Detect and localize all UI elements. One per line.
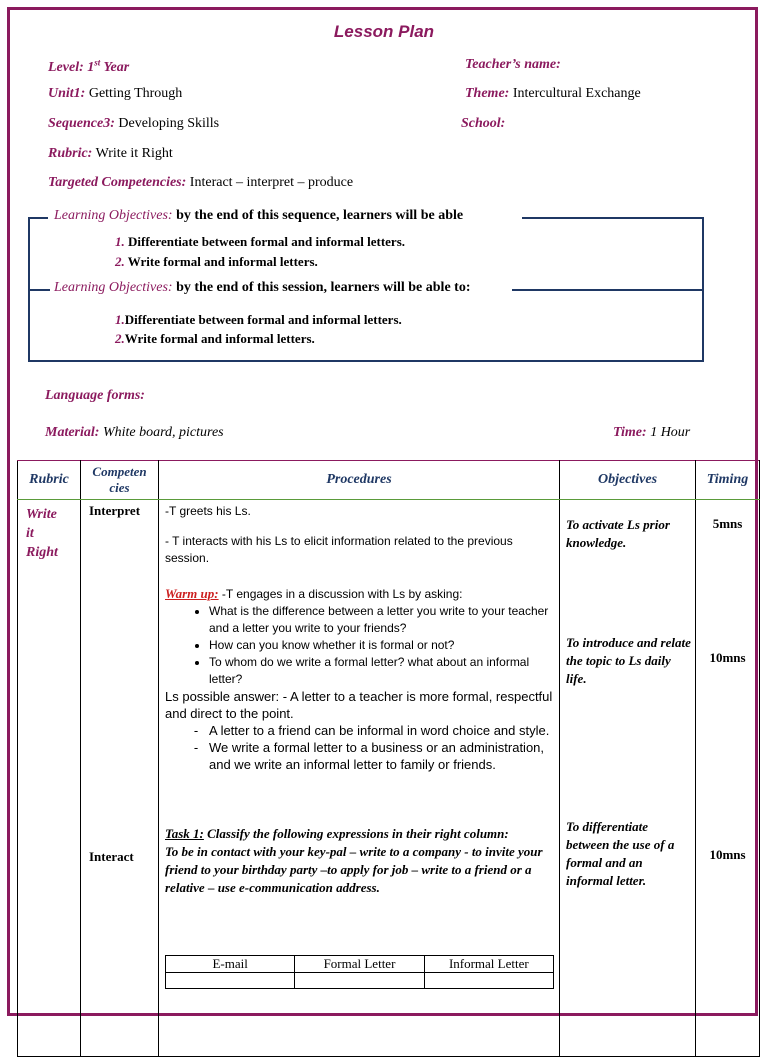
school-field: School: [461, 116, 506, 131]
time-field: Time: 1 Hour [613, 425, 691, 440]
column-formal: Formal Letter [295, 956, 424, 973]
procedure-elicit: - T interacts with his Ls to elicit information related to the previous session. [165, 534, 513, 565]
session-line-left [28, 289, 50, 291]
sequence-field: Sequence3: Developing Skills [48, 116, 220, 131]
session-objective-2: 2.Write formal and informal letters. [115, 331, 315, 346]
page-title: Lesson Plan [333, 22, 435, 41]
answer-list [165, 722, 553, 773]
task-1: Task 1: Classify the following expressions in their right column: To be in contact with your key-pal – write to a company - to invite your friend to your birthday party –to apply for job – write to a friend or a relative – use e-communication address. [165, 825, 555, 897]
procedure-warmup: Warm up: -T engages in a discussion with Ls by asking: • What is the difference between a letter you write to your teacher and a letter you write to your friends? • How can you know whether it is formal or not? • To whom do we write a formal letter? what about an informal letter? Ls possible answer: - A letter to a teacher is more formal, respectful and direct to the point. - A letter to a friend can be informal in word choice and style. - We write a formal letter to a business or an administration, and we write an informal letter to family or friends. [165, 585, 553, 773]
header-procedures: Procedures [159, 461, 560, 500]
question-item: • What is the difference between a letter you write to your teacher and a letter you write to your friends? [209, 603, 553, 637]
question-item: • To whom do we write a formal letter? what about an informal letter? [209, 654, 553, 688]
material-field: Material: White board, pictures [45, 425, 224, 440]
session-line-right [512, 289, 704, 291]
answer-intro: Ls possible answer: - A letter to a teacher is more formal, respectful and direct to the point. [165, 689, 553, 721]
task-expressions: To be in contact with your key-pal – write to a company - to invite your friend to your birthday party –to apply for job – write to a friend or a relative – use e-communication address. [165, 844, 543, 895]
header-objectives: Objectives [560, 461, 696, 500]
rubric-text: Write it Right [26, 507, 58, 560]
column-informal: Informal Letter [424, 956, 553, 973]
teacher-name-field: Teacher’s name: [465, 57, 561, 72]
timing-cell [696, 500, 760, 1057]
empty-cell [166, 973, 295, 989]
procedure-greeting: -T greets his Ls. [165, 504, 251, 518]
classification-table [165, 955, 554, 989]
objective-differentiate: To differentiate between the use of a formal and an informal letter. [566, 819, 675, 888]
rubric-cell [18, 500, 81, 1057]
answer-item: - We write a formal letter to a business or an administration, and we write an informal letter to family or friends. [209, 739, 553, 773]
empty-cell [424, 973, 553, 989]
level-field: Level: 1st Year [48, 57, 130, 75]
warmup-questions [165, 603, 553, 688]
objectives-top-line-left [28, 217, 48, 219]
procedures-table [17, 460, 760, 1057]
timing-2: 10mns [709, 650, 746, 665]
header-timing: Timing [696, 461, 760, 500]
unit-field: Unit1: Getting Through [48, 86, 183, 101]
sequence-objective-1: 1. Differentiate between formal and informal letters. [115, 234, 406, 249]
timing-3: 10mns [709, 847, 746, 862]
competencies-field: Targeted Competencies: Interact – interpret – produce [48, 175, 354, 190]
sequence-objectives-heading: Learning Objectives: by the end of this sequence, learners will be able [50, 208, 467, 224]
header-competencies: Competen cies [81, 461, 159, 500]
competency-interact: Interact [89, 849, 134, 864]
language-forms-field: Language forms: [45, 388, 145, 403]
sequence-objective-2: 2. Write formal and informal letters. [115, 254, 318, 269]
answer-item: - A letter to a friend can be informal in word choice and style. [209, 722, 553, 739]
empty-cell [295, 973, 424, 989]
column-email: E-mail [166, 956, 295, 973]
question-item: • How can you know whether it is formal or not? [209, 637, 553, 654]
timing-1: 5mns [712, 516, 743, 531]
objective-activate: To activate Ls prior knowledge. [566, 517, 670, 550]
rubric-field: Rubric: Write it Right [48, 146, 173, 161]
procedures-cell [159, 500, 560, 1057]
objectives-cell [560, 500, 696, 1057]
session-objectives-heading: Learning Objectives: by the end of this session, learners will be able to: [50, 280, 474, 296]
competency-interpret: Interpret [89, 503, 141, 518]
objective-introduce: To introduce and relate the topic to Ls daily life. [566, 635, 691, 686]
objectives-top-line-right [522, 217, 704, 219]
theme-field: Theme: Intercultural Exchange [465, 86, 641, 101]
header-rubric: Rubric [18, 461, 81, 500]
session-objective-1: 1.Differentiate between formal and informal letters. [115, 312, 402, 327]
competencies-cell [81, 500, 159, 1057]
